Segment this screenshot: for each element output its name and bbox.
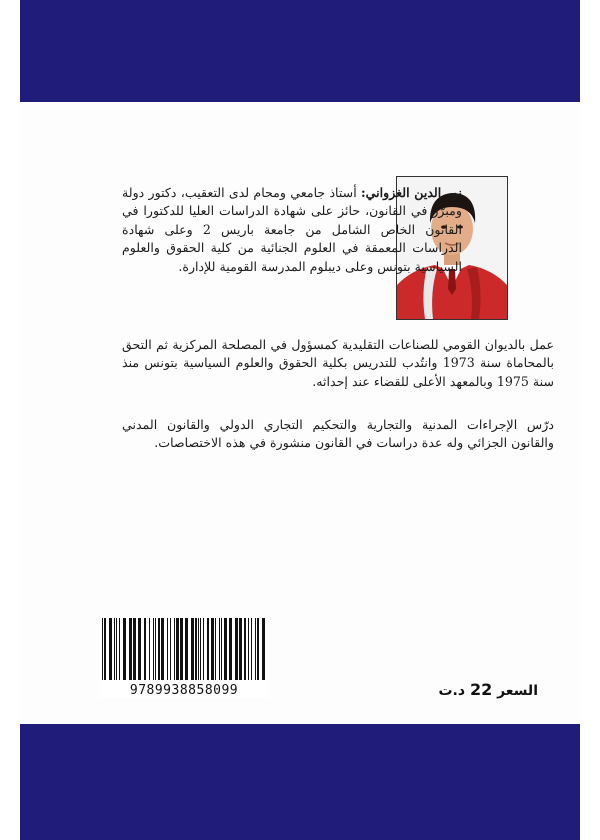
barcode-bar [251,618,252,680]
barcode-bar [195,618,197,680]
bio-paragraph-2: عمل بالديوان القومي للصناعات التقليدية كمسؤول في المصلحة المركزية ثم التحق بالمحاماة سنة 1973 وانتُدب للتدريس بكلية الحقوق والعلوم السياسية بتونس منذ سنة 1975 وبالمعهد الأعلى للقضاء عند إحداثه. [122,337,555,389]
barcode-bar [109,618,112,680]
barcode-bar [102,618,103,680]
barcode-bar [114,618,115,680]
barcode-bar [211,618,214,680]
barcode-bar [239,618,242,680]
barcode-bar [235,618,238,680]
barcode-bar [221,618,222,680]
barcode-bar [180,618,183,680]
bio-paragraph-1-text: أستاذ جامعي ومحام لدى التعقيب، دكتور دولة ومبرّز في القانون، حائز على شهادة الدراسات العليا للدكتورا في القانون الخاص الشامل من جامعة باريس 2 وعلى شهادة الدراسات المعمقة في العلوم الجنائية من كلية الحقوق والعلوم السياسية بتونس وعلى ديبلوم المدرسة القومية للإدارة. [122,185,462,274]
book-back-cover [20,0,580,840]
isbn-number: 9789938858099 [129,683,239,698]
barcode-bar [176,618,179,680]
barcode-bar [174,618,175,680]
barcode-bar [138,618,141,680]
barcode-bar [203,618,204,680]
barcode-bar [158,618,160,680]
barcode-bar [170,618,171,680]
barcode-bar [262,618,265,680]
barcode-bar [215,618,216,680]
author-name: نور الدين الغزواني: [361,185,462,200]
barcode-bar [104,618,106,680]
barcode-bar [155,618,156,680]
bio-paragraph-1 [122,184,462,276]
barcode-bar [167,618,168,680]
top-color-band [20,0,580,102]
barcode-bar [144,618,146,680]
barcode-bar [207,618,209,680]
barcode-bar [161,618,164,680]
barcode-bar [123,618,126,680]
bottom-color-band [20,724,580,840]
bio-paragraph-3: درّس الإجراءات المدنية والتجارية والتحكيم التجاري الدولي والقانون المدني والقانون الجزائي وله عدة دراسات في القانون منشورة في هذه الاختصاصات. [122,417,554,451]
barcode-bar [185,618,188,680]
barcode-bar [255,618,256,680]
barcode-bar [153,618,154,680]
barcode-bar [191,618,194,680]
barcode-bar [116,618,117,680]
barcode-bar [244,618,246,680]
barcode-bar [257,618,259,680]
price-label: السعر [497,683,538,699]
barcode-bar [119,618,120,680]
barcode-bar [248,618,249,680]
barcode-bar [149,618,150,680]
barcode-bar [229,618,232,680]
barcode-bar [219,618,220,680]
barcode-bar [133,618,136,680]
barcode-bar [200,618,201,680]
price [438,680,538,699]
barcode-bar [129,618,132,680]
price-amount: 22 [469,680,493,699]
barcode-bar [224,618,227,680]
barcode-bar [198,618,199,680]
price-currency: د.ت [438,683,466,699]
